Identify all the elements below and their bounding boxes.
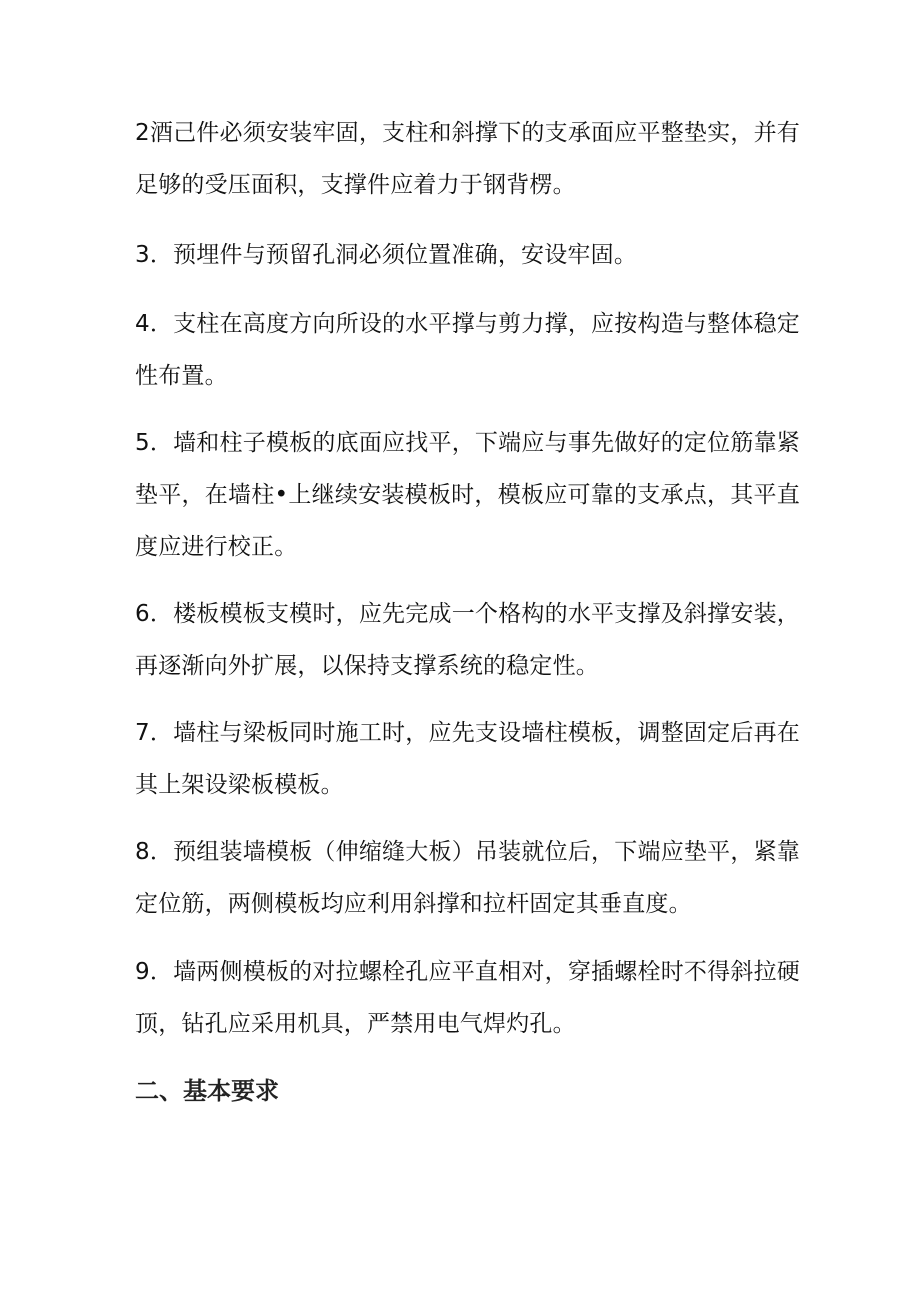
paragraph-item-7: 7．墙柱与梁板同时施工时，应先支设墙柱模板，调整固定后再在其上架设梁板模板。 bbox=[135, 720, 800, 798]
paragraph-item-5: 5．墙和柱子模板的底面应找平，下端应与事先做好的定位筋靠紧垫平，在墙柱•上继续安装模板时，模板应可靠的支承点，其平直度应进行校正。 bbox=[135, 430, 800, 560]
paragraph-item-4: 4．支柱在高度方向所设的水平撑与剪力撑，应按构造与整体稳定性布置。 bbox=[135, 311, 800, 389]
paragraph-item-9: 9．墙两侧模板的对拉螺栓孔应平直相对，穿插螺栓时不得斜拉硬顶，钻孔应采用机具，严禁用电气焊灼孔。 bbox=[135, 959, 800, 1037]
paragraph-item-2: 2酒己件必须安装牢固，支柱和斜撑下的支承面应平整垫实，并有足够的受压面积，支撑件应着力于钢背楞。 bbox=[135, 120, 800, 198]
paragraph-item-6: 6．楼板模板支模时，应先完成一个格构的水平支撑及斜撑安装，再逐渐向外扩展，以保持支撑系统的稳定性。 bbox=[135, 601, 800, 679]
paragraph-item-3: 3．预埋件与预留孔洞必须位置准确，安设牢固。 bbox=[135, 242, 638, 268]
paragraph-item-8: 8．预组装墙模板（伸缩缝大板）吊装就位后，下端应垫平，紧靠定位筋，两侧模板均应利用斜撑和拉杆固定其垂直度。 bbox=[135, 839, 800, 917]
section-heading: 二、基本要求 bbox=[135, 1076, 279, 1105]
